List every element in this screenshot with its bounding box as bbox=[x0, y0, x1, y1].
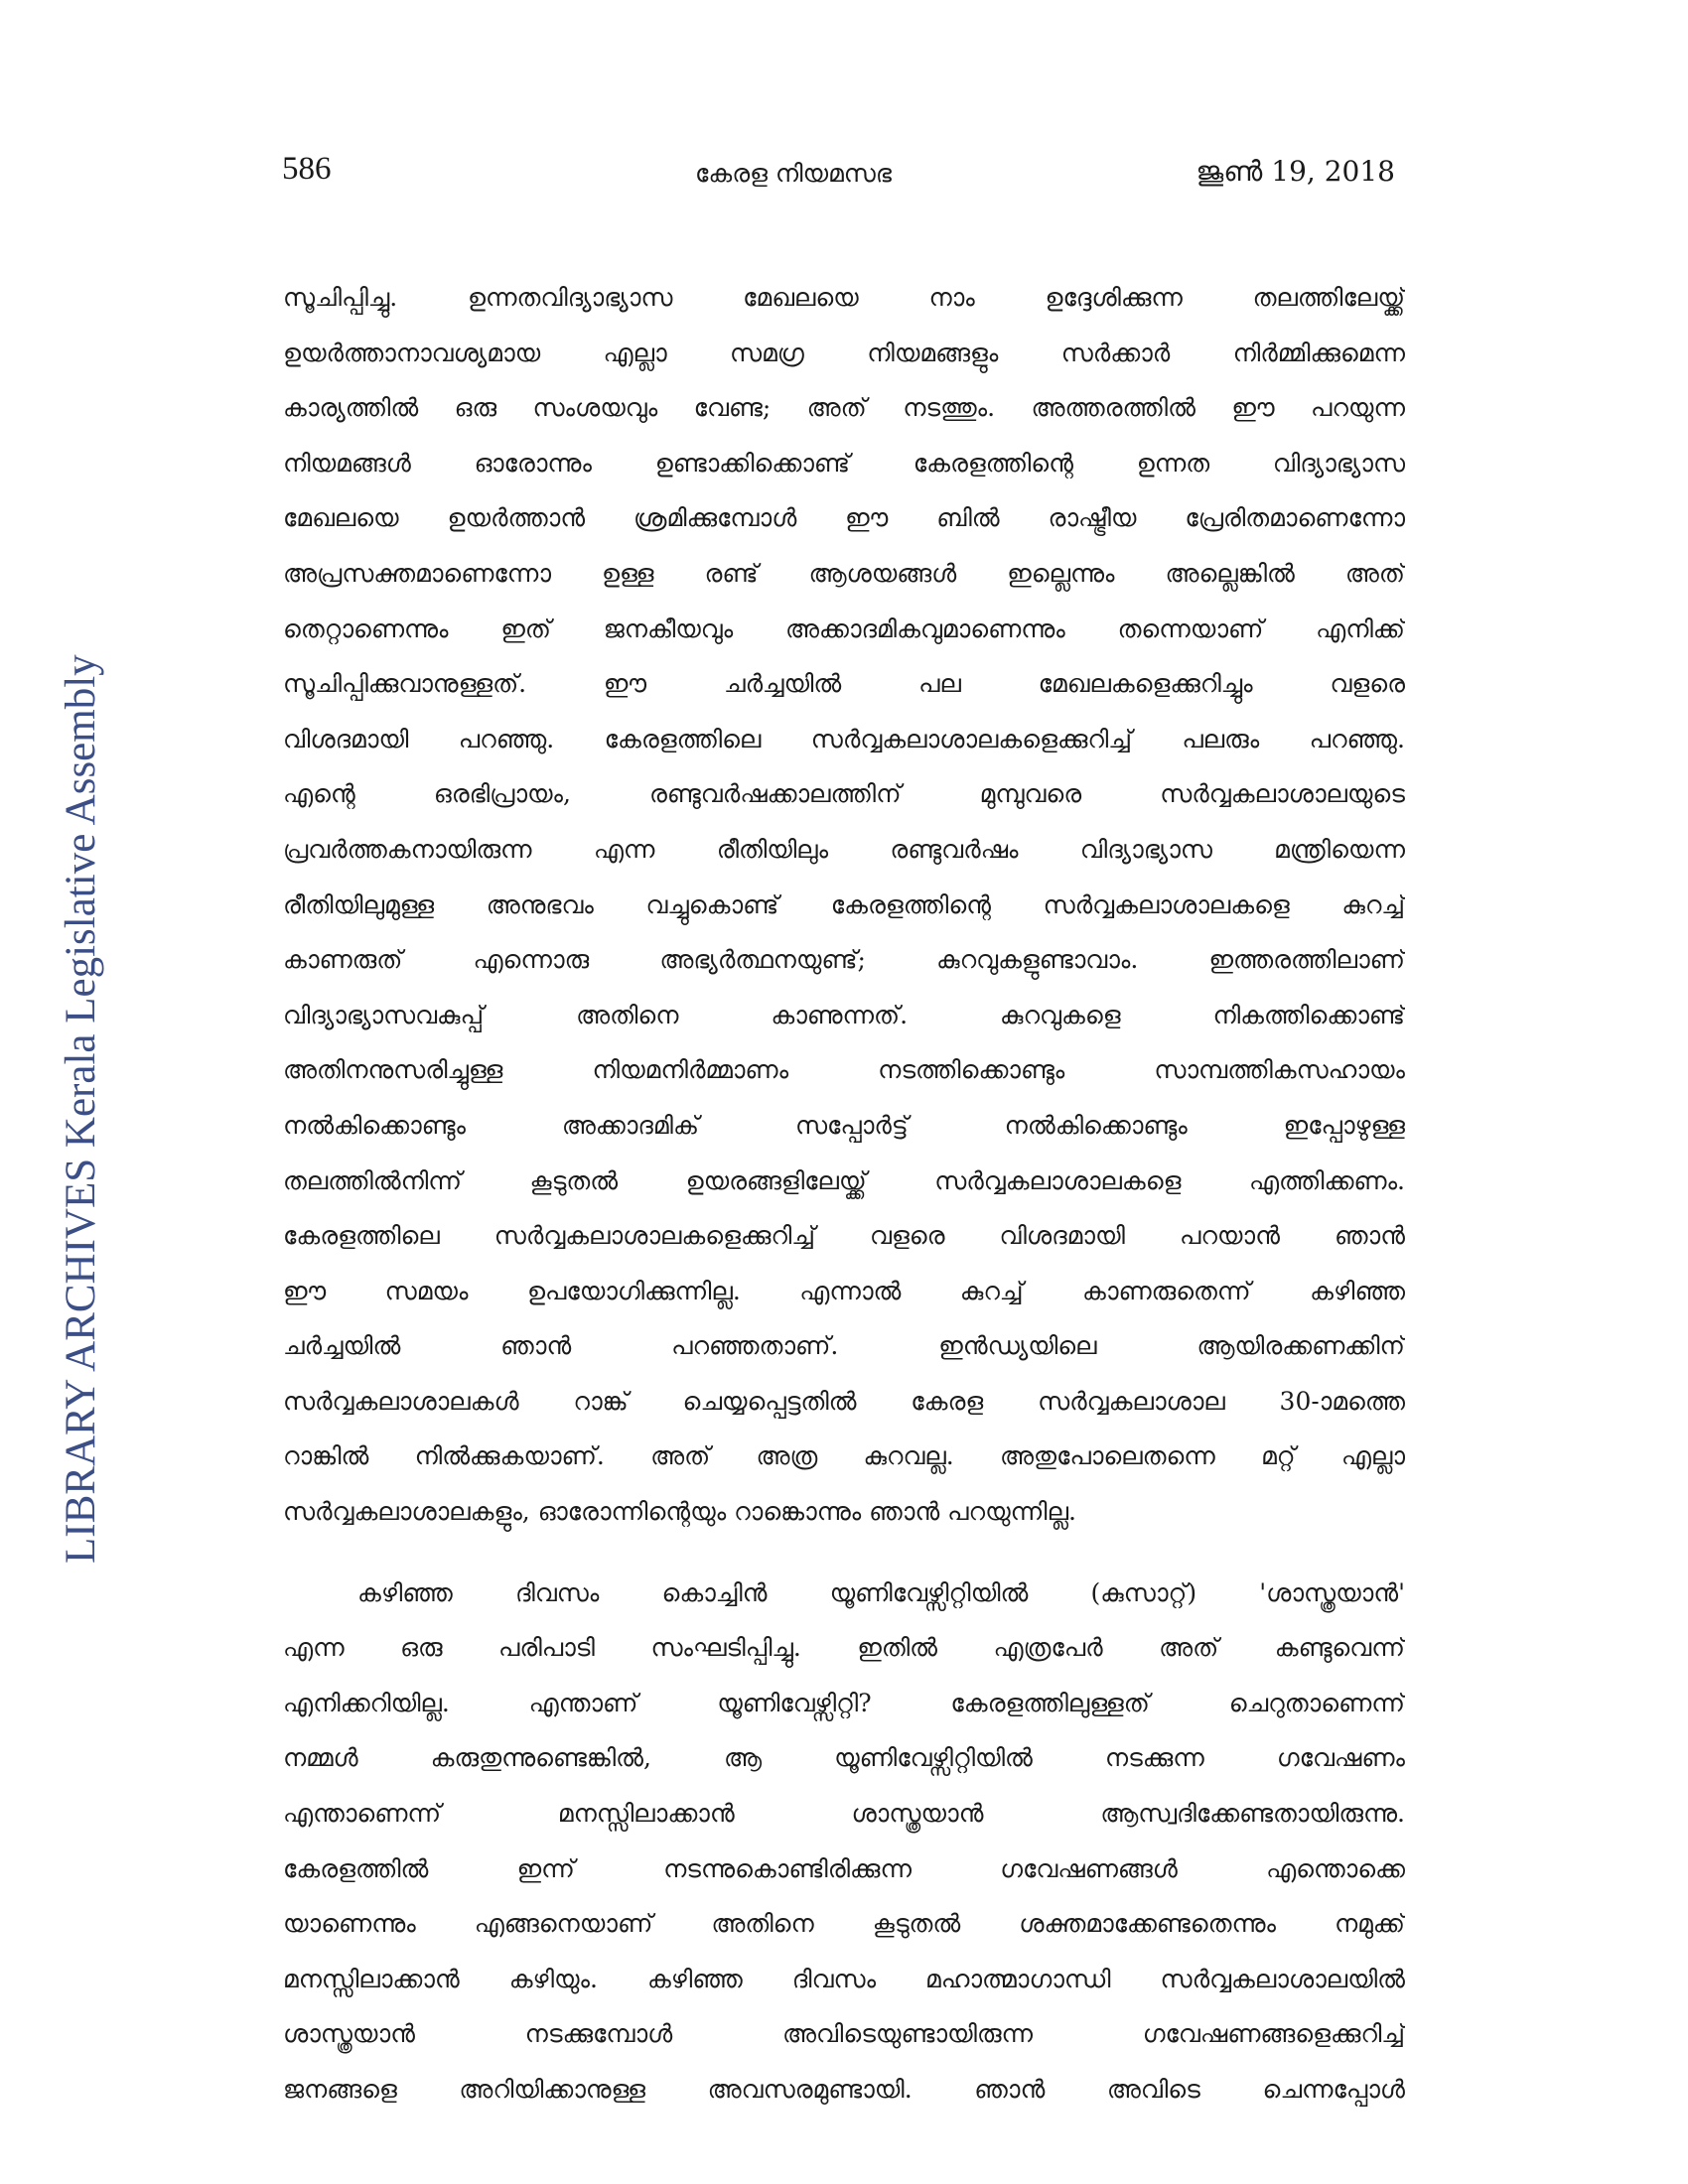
text-line: പ്രവർത്തകനായിരുന്ന എന്ന രീതിയിലും രണ്ടുവർഷം വിദ്യാഭ്യാസ മന്ത്രിയെന്ന bbox=[283, 834, 1405, 864]
text-line: രീതിയിലുമുള്ള അനുഭവം വച്ചുകൊണ്ട് കേരളത്തിന്റെ സർവ്വകലാശാലകളെ കുറച്ച് bbox=[283, 889, 1405, 919]
text-line: സർവ്വകലാശാലകൾ റാങ്ക് ചെയ്യപ്പെട്ടതിൽ കേരള സർവ്വകലാശാല 30-ാമത്തെ bbox=[283, 1386, 1405, 1416]
text-line: നൽകിക്കൊണ്ടും അക്കാദമിക് സപ്പോർട്ട് നൽകിക്കൊണ്ടും ഇപ്പോഴുള്ള bbox=[283, 1110, 1405, 1140]
text-line: ജനങ്ങളെ അറിയിക്കാനുള്ള അവസരമുണ്ടായി. ഞാൻ അവിടെ ചെന്നപ്പോൾ bbox=[283, 2075, 1405, 2104]
text-line: കേരളത്തിൽ ഇന്ന് നടന്നുകൊണ്ടിരിക്കുന്ന ഗവേഷണങ്ങൾ എന്തൊക്കെ bbox=[283, 1853, 1405, 1883]
text-line: വിശദമായി പറഞ്ഞു. കേരളത്തിലെ സർവ്വകലാശാലകളെക്കുറിച്ച് പലരും പറഞ്ഞു. bbox=[283, 724, 1405, 753]
archive-watermark: LIBRARY ARCHIVES Kerala Legislative Assembly bbox=[58, 654, 104, 1564]
text-line: മേഖലയെ ഉയർത്താൻ ശ്രമിക്കുമ്പോൾ ഈ ബിൽ രാഷ്ട്രീയ പ്രേരിതമാണെന്നോ bbox=[283, 503, 1405, 533]
text-line: കാര്യത്തിൽ ഒരു സംശയവും വേണ്ട; അത് നടത്തും. അത്തരത്തിൽ ഈ പറയുന്ന bbox=[283, 393, 1405, 423]
text-line: കാണരുത് എന്നൊരു അഭ്യർത്ഥനയുണ്ട്; കുറവുകളുണ്ടാവാം. ഇത്തരത്തിലാണ് bbox=[283, 945, 1405, 975]
page-date: ജൂൺ 19, 2018 bbox=[1196, 155, 1395, 188]
paragraph-1 bbox=[283, 270, 1405, 1540]
text-line: തെറ്റാണെന്നും ഇത് ജനകീയവും അക്കാദമികവുമാണെന്നും തന്നെയാണ് എനിക്ക് bbox=[283, 614, 1405, 643]
paragraph-2 bbox=[283, 1566, 1405, 2117]
text-line: സൂചിപ്പിച്ചു. ഉന്നതവിദ്യാഭ്യാസ മേഖലയെ നാം ഉദ്ദേശിക്കുന്ന തലത്തിലേയ്ക്ക് bbox=[283, 283, 1405, 312]
text-line: അപ്രസക്തമാണെന്നോ ഉള്ള രണ്ട് ആശയങ്ങൾ ഇല്ലെന്നും അല്ലെങ്കിൽ അത് bbox=[283, 558, 1405, 588]
text-line: സൂചിപ്പിക്കുവാനുള്ളത്. ഈ ചർച്ചയിൽ പല മേഖലകളെക്കുറിച്ചും വളരെ bbox=[283, 669, 1405, 699]
text-line: ചർച്ചയിൽ ഞാൻ പറഞ്ഞതാണ്. ഇൻഡ്യയിലെ ആയിരക്കണക്കിന് bbox=[283, 1331, 1405, 1361]
running-title: കേരള നിയമസഭ bbox=[695, 159, 892, 188]
text-line: എന്താണെന്ന് മനസ്സിലാക്കാൻ ശാസ്ത്രയാൻ ആസ്വദിക്കേണ്ടതായിരുന്നു. bbox=[283, 1799, 1405, 1829]
text-line: മനസ്സിലാക്കാൻ കഴിയും. കഴിഞ്ഞ ദിവസം മഹാത്മാഗാന്ധി സർവ്വകലാശാലയിൽ bbox=[283, 1964, 1405, 1993]
text-line: ഈ സമയം ഉപയോഗിക്കുന്നില്ല. എന്നാൽ കുറച്ച് കാണരുതെന്ന് കഴിഞ്ഞ bbox=[283, 1276, 1405, 1305]
text-line: എന്റെ ഒരഭിപ്രായം, രണ്ടുവർഷക്കാലത്തിന് മുമ്പുവരെ സർവ്വകലാശാലയുടെ bbox=[283, 779, 1405, 809]
text-line: സർവ്വകലാശാലകളും, ഓരോന്നിന്റെയും റാങ്കൊന്നും ഞാൻ പറയുന്നില്ല. bbox=[283, 1497, 1076, 1527]
text-line: യാണെന്നും എങ്ങനെയാണ് അതിനെ കൂടുതൽ ശക്തമാക്കേണ്ടതെന്നും നമുക്ക് bbox=[283, 1909, 1405, 1939]
text-line: ഉയർത്താനാവശ്യമായ എല്ലാ സമഗ്ര നിയമങ്ങളും സർക്കാർ നിർമ്മിക്കുമെന്ന bbox=[283, 338, 1405, 367]
text-line: അതിനനുസരിച്ചുള്ള നിയമനിർമ്മാണം നടത്തിക്കൊണ്ടും സാമ്പത്തികസഹായം bbox=[283, 1055, 1405, 1085]
text-line: കഴിഞ്ഞ ദിവസം കൊച്ചിൻ യൂണിവേഴ്സിറ്റിയിൽ (കുസാറ്റ്) 'ശാസ്ത്രയാൻ' bbox=[357, 1577, 1405, 1607]
text-line: തലത്തിൽനിന്ന് കൂടുതൽ ഉയരങ്ങളിലേയ്ക്ക് സർവ്വകലാശാലകളെ എത്തിക്കണം. bbox=[283, 1165, 1405, 1195]
body-text bbox=[283, 270, 1405, 2117]
text-line: വിദ്യാഭ്യാസവകുപ്പ് അതിനെ കാണുന്നത്. കുറവുകളെ നികത്തിക്കൊണ്ട് bbox=[283, 1000, 1405, 1029]
text-line: എന്ന ഒരു പരിപാടി സംഘടിപ്പിച്ചു. ഇതിൽ എത്രപേർ അത് കണ്ടുവെന്ന് bbox=[283, 1633, 1405, 1663]
text-line: ശാസ്ത്രയാൻ നടക്കുമ്പോൾ അവിടെയുണ്ടായിരുന്ന ഗവേഷണങ്ങളെക്കുറിച്ച് bbox=[283, 2019, 1405, 2049]
text-line: റാങ്കിൽ നിൽക്കുകയാണ്. അത് അത്ര കുറവല്ല. അതുപോലെതന്നെ മറ്റ് എല്ലാ bbox=[283, 1441, 1405, 1471]
text-line: എനിക്കറിയില്ല. എന്താണ് യൂണിവേഴ്സിറ്റി? കേരളത്തിലുള്ളത് ചെറുതാണെന്ന് bbox=[283, 1688, 1405, 1717]
page-number: 586 bbox=[282, 151, 332, 187]
text-line: നമ്മൾ കരുതുന്നുണ്ടെങ്കിൽ, ആ യൂണിവേഴ്സിറ്റിയിൽ നടക്കുന്ന ഗവേഷണം bbox=[283, 1743, 1405, 1773]
text-line: കേരളത്തിലെ സർവ്വകലാശാലകളെക്കുറിച്ച് വളരെ വിശദമായി പറയാൻ ഞാൻ bbox=[283, 1221, 1405, 1251]
text-line: നിയമങ്ങൾ ഓരോന്നും ഉണ്ടാക്കിക്കൊണ്ട് കേരളത്തിന്റെ ഉന്നത വിദ്യാഭ്യാസ bbox=[283, 448, 1405, 478]
